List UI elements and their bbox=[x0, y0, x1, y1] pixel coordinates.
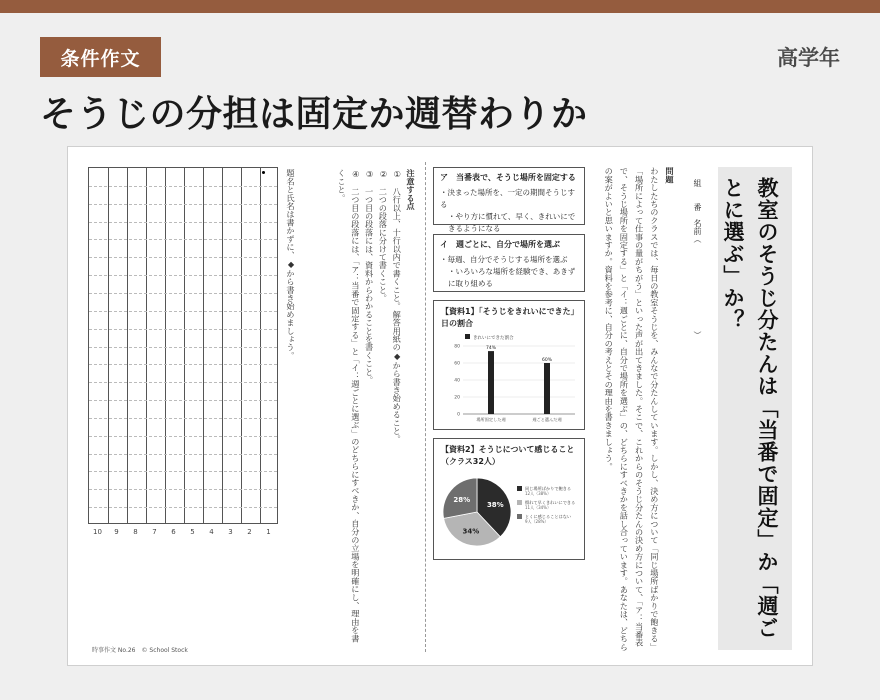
grid-row-line bbox=[89, 400, 277, 401]
answer-grid[interactable] bbox=[88, 167, 278, 524]
grid-column-number: 2 bbox=[247, 528, 252, 536]
grid-row-line bbox=[89, 222, 277, 223]
bar bbox=[488, 351, 494, 414]
option-a-point: ・決まった場所を、一定の期間そうじする bbox=[440, 188, 575, 209]
legend-count: 12人（38%） bbox=[525, 491, 551, 496]
grid-column-number: 9 bbox=[114, 528, 119, 536]
start-mark bbox=[262, 171, 265, 174]
grid-column-number: 6 bbox=[171, 528, 176, 536]
problem-block bbox=[601, 167, 677, 651]
grid-column-number: 7 bbox=[152, 528, 157, 536]
category-badge: 条件作文 bbox=[40, 37, 161, 77]
number-label: 番 bbox=[693, 203, 702, 211]
option-a-point: ・やり方に慣れて、早く、きれいにできるようになる bbox=[448, 212, 576, 233]
grid-column-number: 3 bbox=[228, 528, 233, 536]
legend-swatch bbox=[517, 486, 522, 491]
legend-swatch bbox=[465, 334, 470, 339]
legend-count: 9人（28%） bbox=[525, 519, 549, 524]
grid-row-line bbox=[89, 382, 277, 383]
bar-value-label: 60% bbox=[541, 358, 553, 363]
bar-chart bbox=[441, 330, 581, 425]
notes-block bbox=[334, 169, 417, 649]
grid-row-line bbox=[89, 364, 277, 365]
legend-label: 同じ場所ばかりで飽きる bbox=[525, 486, 572, 491]
grid-row-line bbox=[89, 454, 277, 455]
bar bbox=[544, 363, 550, 414]
data2-box bbox=[433, 438, 585, 560]
name-label: 名前（ ） bbox=[693, 219, 702, 339]
grid-column-number: 1 bbox=[266, 528, 271, 536]
grid-row-line bbox=[89, 418, 277, 419]
note-item: ② 二つの段落に分けて書くこと。 bbox=[378, 169, 389, 302]
option-b-box bbox=[433, 234, 585, 292]
grid-row-line bbox=[89, 436, 277, 437]
worksheet-title: 教室のそうじ分たんは「当番で固定」か「週ごとに選ぶ」か？ bbox=[721, 177, 779, 639]
notes-heading: 注意する点 bbox=[406, 169, 416, 210]
worksheet-preview bbox=[67, 146, 813, 666]
note-item: ③ 一つ目の段落には、資料からわかることを書くこと。 bbox=[364, 169, 375, 384]
worksheet-title-box bbox=[718, 167, 792, 650]
problem-heading: 問題 bbox=[665, 167, 675, 184]
note-item: ④ 二つ目の段落には、「ア：当番で固定する」と「イ：週ごとに選ぶ」のどちらにすべきか、自分の立場を明確にし、理由を書くこと。 bbox=[337, 169, 361, 643]
grid-column-number: 4 bbox=[209, 528, 214, 536]
option-b-heading: イ 週ごとに、自分で場所を選ぶ bbox=[440, 240, 560, 249]
problem-text: わたしたちのクラスでは、毎日の教室そうじを、みんなで分たんしています。しかし、決め方について「同じ場所ばかりで飽きる」「場所によって仕事の量がちがう」といった声が出てきました。そこで、これからのそうじ分たんの決め方について、「ア：当番表で、そうじ場所を固定する」と「イ：週ごとに、自分で場所を選ぶ」の、どちらにすべきかを話し合っています。あなたは、どちらの案がよいと思いますか。資料を参考に、自分の考えとその理由を書きましょう。 bbox=[604, 167, 660, 651]
grid-row-line bbox=[89, 347, 277, 348]
grid-row-line bbox=[89, 293, 277, 294]
page-title: そうじの分担は固定か週替わりか bbox=[40, 94, 588, 135]
y-tick-label: 40 bbox=[454, 378, 460, 384]
name-instruction: 題名と氏名は書かずに、◆から書き始めましょう。 bbox=[286, 169, 296, 360]
top-accent-bar bbox=[0, 0, 880, 13]
x-tick-label: 場所固定した週 bbox=[476, 417, 506, 422]
grid-row-line bbox=[89, 239, 277, 240]
y-tick-label: 80 bbox=[454, 344, 460, 350]
legend-label: きれいにできた割合 bbox=[473, 336, 514, 341]
grid-row-line bbox=[89, 186, 277, 187]
footer-credit: 時事作文 No.26 © School Stock bbox=[92, 647, 188, 654]
grid-row-line bbox=[89, 471, 277, 472]
bar-value-label: 74% bbox=[485, 346, 497, 352]
pie-value-label: 28% bbox=[453, 495, 471, 504]
grid-row-line bbox=[89, 507, 277, 508]
option-a-box bbox=[433, 167, 585, 233]
y-tick-label: 60 bbox=[454, 361, 460, 367]
grid-row-line bbox=[89, 329, 277, 330]
grid-row-line bbox=[89, 275, 277, 276]
grade-label: 高学年 bbox=[777, 46, 840, 70]
legend-swatch bbox=[517, 500, 522, 505]
pie-value-label: 38% bbox=[486, 501, 504, 510]
grid-column-number: 8 bbox=[133, 528, 138, 536]
name-fields bbox=[685, 177, 707, 407]
data1-heading: 【資料1】「そうじをきれいにできた」日の割合 bbox=[441, 307, 575, 328]
option-a-heading: ア 当番表で、そうじ場所を固定する bbox=[440, 173, 576, 182]
y-tick-label: 0 bbox=[457, 412, 460, 418]
class-label: 組 bbox=[693, 179, 702, 187]
y-tick-label: 20 bbox=[454, 395, 460, 401]
grid-column-number: 10 bbox=[93, 528, 102, 536]
pie-value-label: 34% bbox=[462, 527, 480, 536]
grid-row-line bbox=[89, 489, 277, 490]
divider bbox=[425, 162, 426, 652]
legend-label: 慣れて早くきれいにできる bbox=[525, 500, 576, 505]
data1-box bbox=[433, 300, 585, 430]
option-b-point: ・毎週、自分でそうじする場所を選ぶ bbox=[440, 255, 568, 264]
grid-row-line bbox=[89, 257, 277, 258]
data2-heading: 【資料2】そうじについて感じること（クラス32人） bbox=[441, 445, 575, 466]
grid-row-line bbox=[89, 311, 277, 312]
note-item: ① 八行以上、十行以内で書くこと。解答用紙の◆から書き始めること。 bbox=[392, 169, 403, 444]
legend-swatch bbox=[517, 514, 522, 519]
pie-chart bbox=[441, 468, 581, 556]
grid-row-line bbox=[89, 204, 277, 205]
grid-column-number: 5 bbox=[190, 528, 195, 536]
x-tick-label: 週ごと選んだ週 bbox=[532, 417, 562, 422]
legend-count: 11人（34%） bbox=[525, 505, 551, 510]
legend-label: とくに感じることはない bbox=[525, 514, 572, 519]
option-b-point: ・いろいろな場所を経験でき、あきずに取り組める bbox=[448, 267, 576, 288]
